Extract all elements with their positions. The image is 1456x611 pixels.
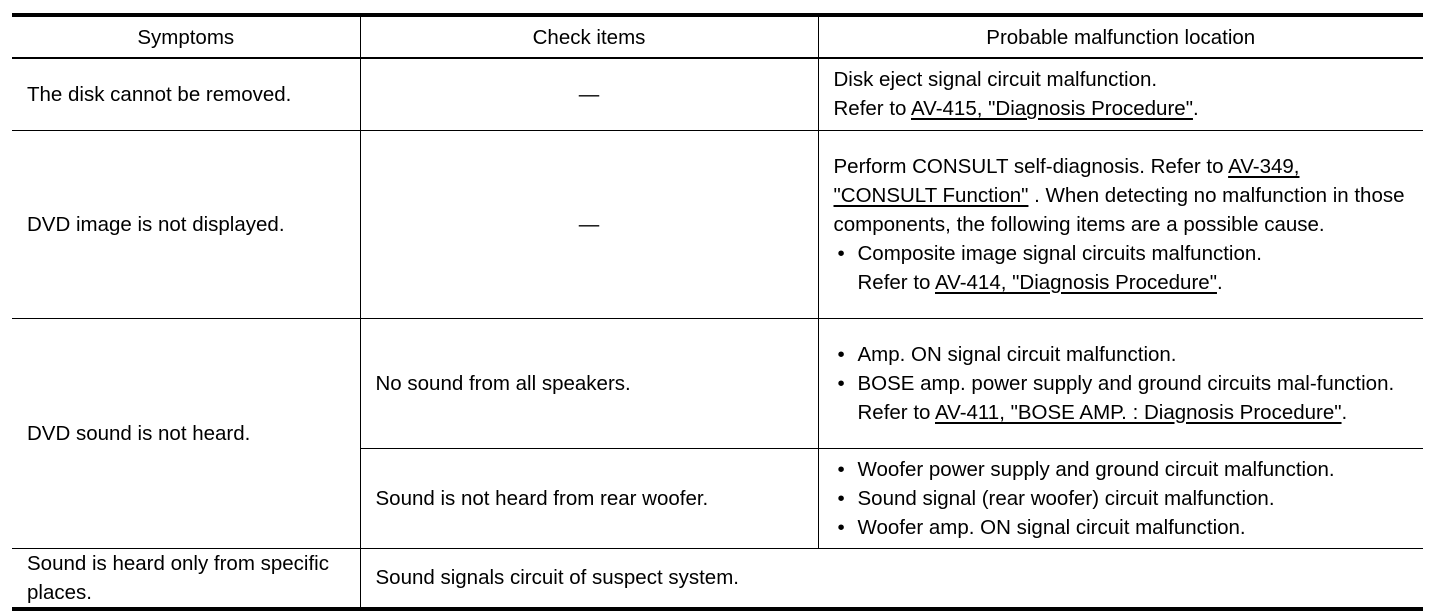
list-item: • Woofer amp. ON signal circuit malfunction. [834, 513, 1409, 542]
reference-link[interactable]: AV-415, "Diagnosis Procedure" [911, 97, 1193, 121]
reference-link[interactable]: AV-411, "BOSE AMP. : Diagnosis Procedure" [935, 400, 1342, 424]
cause-cell [818, 58, 1423, 130]
check-cell: Sound is heard only from specific places. [12, 548, 360, 609]
reference-link[interactable]: AV-349, "CONSULT Function" [833, 154, 1300, 207]
reference [858, 268, 1409, 297]
ref-suffix: . [1216, 270, 1223, 294]
list-item: • Woofer power supply and ground circuit malfunction. [834, 455, 1409, 484]
diagnosis-table [12, 13, 1423, 611]
symptom-cell: DVD sound is not heard. [12, 318, 360, 548]
table-row [12, 130, 1423, 318]
bullet-text: • Composite image signal circuits malfunction. [857, 241, 1262, 265]
cause-cell [818, 448, 1423, 548]
bullet-text: • BOSE amp. power supply and ground circuits mal-function. [857, 371, 1395, 395]
header-check-items: Check items [360, 15, 818, 58]
ref-prefix: Refer to [833, 97, 911, 121]
text-prefix: Perform CONSULT self-diagnosis. Refer to [833, 154, 1229, 178]
reference-link[interactable]: AV-414, "Diagnosis Procedure" [935, 270, 1217, 294]
header-probable-location: Probable malfunction location [818, 15, 1423, 58]
bullet-list [834, 340, 1409, 427]
bullet-list [834, 239, 1409, 297]
table-row [12, 58, 1423, 130]
list-item: • Amp. ON signal circuit malfunction. [834, 340, 1409, 369]
header-row [12, 15, 1423, 58]
header-symptoms: Symptoms [12, 15, 360, 58]
ref-suffix: . [1341, 400, 1348, 424]
check-cell: Sound is not heard from rear woofer. [360, 448, 818, 548]
list-item [834, 369, 1409, 427]
cause-cell: Sound signals circuit of suspect system. [360, 548, 818, 609]
list-item [834, 239, 1409, 297]
symptom-cell: DVD image is not displayed. [12, 130, 360, 318]
cause-text: Disk eject signal circuit malfunction. [833, 68, 1158, 92]
text-suffix: . When detecting no malfunction in those components, the following items are a possible cause. [833, 183, 1405, 236]
bullet-list [834, 455, 1409, 542]
cause-cell [818, 130, 1423, 318]
ref-prefix: Refer to [857, 400, 935, 424]
ref-suffix: . [1192, 97, 1199, 121]
symptom-cell: The disk cannot be removed. [12, 58, 360, 130]
table-row [12, 548, 1423, 609]
check-cell: — [360, 130, 818, 318]
reference [834, 94, 1409, 123]
list-item: • Sound signal (rear woofer) circuit malfunction. [834, 484, 1409, 513]
ref-prefix: Refer to [857, 270, 935, 294]
table-row [12, 318, 1423, 448]
check-cell: No sound from all speakers. [360, 318, 818, 448]
check-cell: — [360, 58, 818, 130]
cause-cell [818, 318, 1423, 448]
reference [858, 398, 1409, 427]
cause-text [834, 152, 1409, 239]
